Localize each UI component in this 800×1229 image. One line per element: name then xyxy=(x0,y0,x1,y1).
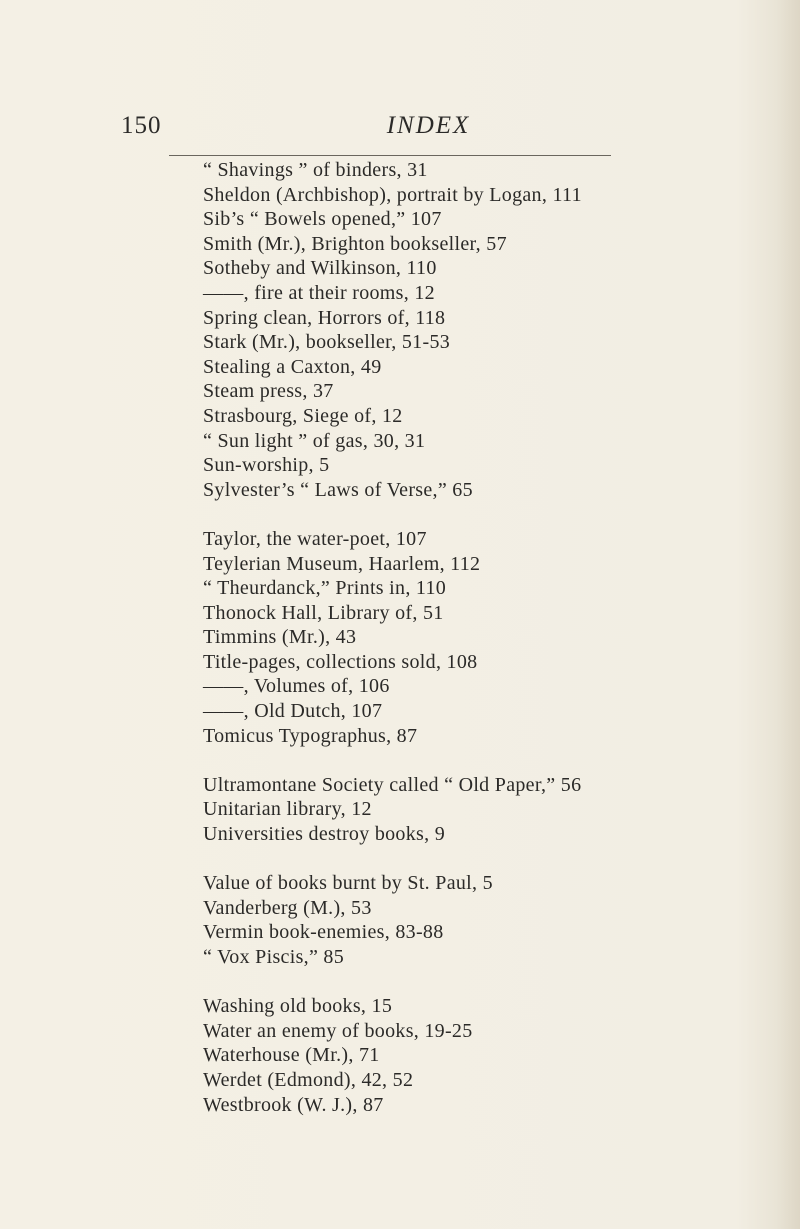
index-section-s xyxy=(203,158,763,502)
index-entry: Werdet (Edmond), 42, 52 xyxy=(203,1068,414,1091)
section-gap xyxy=(203,970,763,995)
index-entry: Spring clean, Horrors of, 118 xyxy=(203,306,446,329)
index-entry: “ Shavings ” of binders, 31 xyxy=(203,159,428,181)
index-entry: Timmins (Mr.), 43 xyxy=(203,626,357,649)
index-entry: Taylor, the water-poet, 107 xyxy=(203,527,427,550)
index-entry: Washing old books, 15 xyxy=(203,995,393,1018)
index-entry: Stark (Mr.), bookseller, 51-53 xyxy=(203,331,451,354)
index-entry: Smith (Mr.), Brighton bookseller, 57 xyxy=(203,232,507,255)
index-entry: Westbrook (W. J.), 87 xyxy=(203,1093,384,1116)
index-entry: Unitarian library, 12 xyxy=(203,798,372,821)
index-entry: Strasbourg, Siege of, 12 xyxy=(203,404,403,427)
index-entry: Water an enemy of books, 19-25 xyxy=(203,1019,473,1042)
index-entry: “ Theurdanck,” Prints in, 110 xyxy=(203,577,447,600)
section-gap xyxy=(203,847,763,872)
section-gap xyxy=(203,502,763,527)
index-entry: Sun-worship, 5 xyxy=(203,454,330,477)
index-entry: Steam press, 37 xyxy=(203,380,334,403)
section-gap xyxy=(203,748,763,773)
index-section-w xyxy=(203,994,763,1117)
index-entry: “ Sun light ” of gas, 30, 31 xyxy=(203,429,426,452)
index-entry: Teylerian Museum, Haarlem, 112 xyxy=(203,552,481,575)
page-number: 150 xyxy=(121,112,162,139)
index-section-t xyxy=(203,527,763,748)
header-rule xyxy=(169,155,611,156)
index-section-v xyxy=(203,871,763,969)
index-entry: Sib’s “ Bowels opened,” 107 xyxy=(203,208,442,231)
index-entry: Universities destroy books, 9 xyxy=(203,823,446,846)
index-entry: Title-pages, collections sold, 108 xyxy=(203,650,478,673)
index-entry: Sotheby and Wilkinson, 110 xyxy=(203,257,437,280)
index-entry: ——, fire at their rooms, 12 xyxy=(203,281,435,304)
index-entry: ——, Old Dutch, 107 xyxy=(203,700,383,723)
index-entry: Thonock Hall, Library of, 51 xyxy=(203,601,444,624)
index-entry: Value of books burnt by St. Paul, 5 xyxy=(203,872,493,895)
index-entry: Vermin book-enemies, 83-88 xyxy=(203,921,444,944)
index-entry: Waterhouse (Mr.), 71 xyxy=(203,1044,380,1067)
index-entry: Vanderberg (M.), 53 xyxy=(203,896,372,919)
index-section-u xyxy=(203,773,763,847)
index-entry: “ Vox Piscis,” 85 xyxy=(203,946,345,968)
index-entry: Ultramontane Society called “ Old Paper,” 56 xyxy=(203,773,582,796)
index-entries xyxy=(203,158,763,1117)
index-entry: Tomicus Typographus, 87 xyxy=(203,724,418,747)
index-entry: ——, Volumes of, 106 xyxy=(203,675,390,698)
index-entry: Sylvester’s “ Laws of Verse,” 65 xyxy=(203,478,473,501)
running-head: INDEX xyxy=(386,112,471,139)
index-entry: Stealing a Caxton, 49 xyxy=(203,355,382,378)
index-entry: Sheldon (Archbishop), portrait by Logan, 111 xyxy=(203,183,582,206)
